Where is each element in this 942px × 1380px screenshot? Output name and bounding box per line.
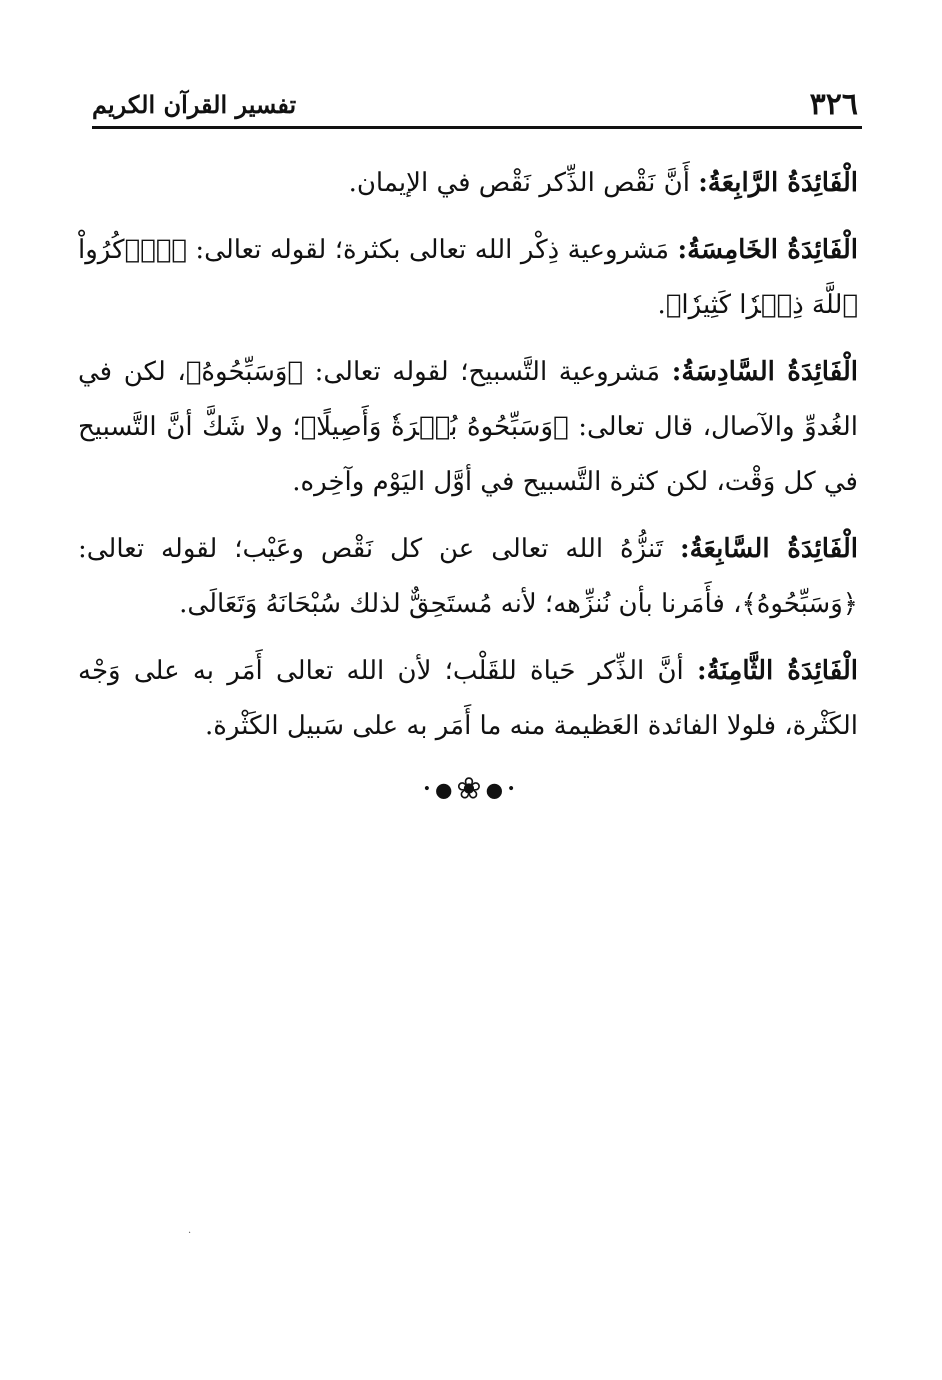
benefit-7-text-2: ، فأَمَرنا بأن نُنزِّهه؛ لأنه مُستَحِقٌّ لذلك سُبْحَانَهُ وَتَعَالَى. [179,589,742,619]
benefit-5-tail: . [657,290,666,320]
benefit-5-heading: الْفَائِدَةُ الخَامِسَةُ: [677,235,858,265]
benefit-4-paragraph [78,156,858,211]
benefit-6-text: مَشروعية التَّسبيح؛ لقوله تعالى: [303,357,672,387]
header-divider [92,126,862,129]
page-number: ٣٢٦ [809,87,858,122]
benefit-4-heading: الْفَائِدَةُ الرَّابِعَةُ: [698,168,858,198]
benefit-6-text-2: ، لكن في الغُدوِّ والآصال، قال تعالى: [78,357,858,442]
benefit-8-text: أنَّ الذِّكر حَياة للقَلْب؛ لأن الله تعالى أَمَر به على وَجْه الكَثْرة، فلولا الفائدة العَظيمة منه ما أَمَر به على سَبيل الكَثْرة. [78,656,858,741]
ornament-dot-icon: ● [485,777,508,802]
ornament-dot-icon: • [507,781,520,798]
benefit-6-text-3: ؛ ولا شَكَّ أنَّ التَّسبيح في كل وَقْت، لكن كثرة التَّسبيح في أوَّل اليَوْم وآخِره. [78,412,858,497]
page-body [78,156,858,766]
benefit-8-heading: الْفَائِدَةُ الثَّامِنَةُ: [697,656,858,686]
ornament-dot-icon: • [422,781,435,798]
benefit-7-paragraph [78,522,858,632]
benefit-4-text: أَنَّ نَقْص الذِّكر نَقْص في الإيمان. [348,168,699,198]
ornament-flower-icon: ❀ [456,771,486,807]
section-end-ornament [0,768,942,810]
benefit-6-quran-verse-2: ﴿وَسَبِّحُوهُ بُكۡرَةٗ وَأَصِيلًا﴾ [300,412,569,442]
benefit-5-quran-verse: ﴿ٱذۡكُرُواْ ٱللَّهَ ذِكۡرٗا كَثِيرٗا﴾ [78,235,858,320]
benefit-5-text: مَشروعية ذِكْر الله تعالى بكثرة؛ لقوله تعالى: [186,235,678,265]
stray-mark: · [188,1228,192,1239]
benefit-7-text: تَنزُّهُ الله تعالى عن كل نَقْص وعَيْب؛ لقوله تعالى: [78,534,680,564]
benefit-8-paragraph [78,644,858,754]
benefit-6-paragraph [78,345,858,510]
benefit-7-quran-verse: ﴿وَسَبِّحُوهُ﴾ [741,589,858,619]
benefit-5-paragraph [78,223,858,333]
benefit-6-heading: الْفَائِدَةُ السَّادِسَةُ: [671,357,858,387]
benefit-6-quran-verse: ﴿وَسَبِّحُوهُ﴾ [185,357,304,387]
benefit-7-heading: الْفَائِدَةُ السَّابِعَةُ: [680,534,859,564]
ornament-dot-icon: ● [434,777,457,802]
book-title: تفسير القرآن الكريم [92,90,297,119]
running-header [92,88,860,122]
